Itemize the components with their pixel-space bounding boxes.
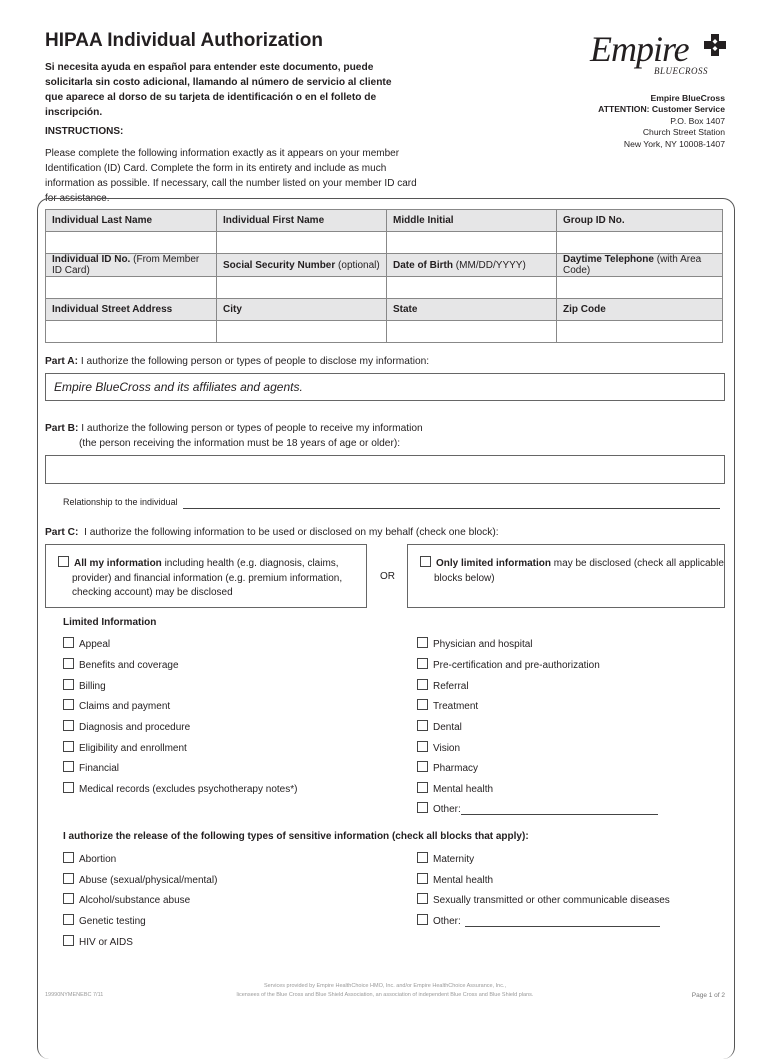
limited-item-treatment[interactable]: Treatment bbox=[417, 699, 478, 712]
limited-information-option[interactable]: Only limited information may be disclosed (check all applicable blocks below) bbox=[420, 556, 724, 586]
logo-subtitle: BLUECROSS bbox=[654, 66, 708, 76]
checkbox-icon[interactable] bbox=[63, 741, 74, 752]
state-field[interactable] bbox=[387, 321, 557, 343]
part-a-label: Part A: I authorize the following person or types of people to disclose my information: bbox=[45, 356, 430, 367]
all-information-box bbox=[45, 544, 367, 608]
checkbox-icon[interactable] bbox=[63, 914, 74, 925]
form-code: 19990NYMENEBC 7/11 bbox=[45, 992, 104, 998]
part-b-label: Part B: I authorize the following person or types of people to receive my information bbox=[45, 423, 423, 434]
limited-item-claims[interactable]: Claims and payment bbox=[63, 699, 170, 712]
checkbox-icon[interactable] bbox=[417, 637, 428, 648]
checkbox-icon[interactable] bbox=[417, 741, 428, 752]
page-title: HIPAA Individual Authorization bbox=[45, 30, 323, 51]
header-state: State bbox=[387, 299, 557, 321]
limited-item-financial[interactable]: Financial bbox=[63, 761, 119, 774]
sensitive-item-abuse[interactable]: Abuse (sexual/physical/mental) bbox=[63, 873, 217, 886]
dob-field[interactable] bbox=[387, 277, 557, 299]
address-line-4: Church Street Station bbox=[642, 127, 725, 138]
checkbox-icon[interactable] bbox=[63, 935, 74, 946]
limited-item-benefits[interactable]: Benefits and coverage bbox=[63, 658, 179, 671]
header-zip: Zip Code bbox=[557, 299, 723, 321]
group-id-field[interactable] bbox=[557, 232, 723, 254]
header-dob: Date of Birth (MM/DD/YYYY) bbox=[387, 254, 557, 277]
limited-item-medical-records[interactable]: Medical records (excludes psychotherapy notes*) bbox=[63, 782, 297, 795]
header-telephone: Daytime Telephone (with Area Code) bbox=[557, 254, 723, 277]
checkbox-icon[interactable] bbox=[63, 637, 74, 648]
part-b-note: (the person receiving the information must be 18 years of age or older): bbox=[79, 438, 401, 449]
mailing-address bbox=[598, 93, 725, 150]
first-name-field[interactable] bbox=[217, 232, 387, 254]
table-input-row bbox=[46, 277, 723, 299]
relationship-label: Relationship to the individual bbox=[63, 497, 178, 507]
limited-information-box bbox=[407, 544, 725, 608]
address-line-3: P.O. Box 1407 bbox=[670, 115, 725, 126]
limited-item-diagnosis[interactable]: Diagnosis and procedure bbox=[63, 720, 190, 733]
checkbox-icon[interactable] bbox=[63, 761, 74, 772]
page-number: Page 1 of 2 bbox=[691, 992, 725, 999]
limited-item-appeal[interactable]: Appeal bbox=[63, 637, 110, 650]
last-name-field[interactable] bbox=[46, 232, 217, 254]
checkbox-icon[interactable] bbox=[417, 782, 428, 793]
limited-information-checkbox[interactable] bbox=[420, 556, 431, 567]
checkbox-icon[interactable] bbox=[63, 720, 74, 731]
limited-info-heading: Limited Information bbox=[63, 617, 157, 628]
checkbox-icon[interactable] bbox=[63, 679, 74, 690]
checkbox-icon[interactable] bbox=[417, 720, 428, 731]
header-last-name: Individual Last Name bbox=[46, 210, 217, 232]
all-information-option[interactable]: All my information including health (e.g. diagnosis, claims, provider) and financial information (e.g. premium information, checking account) may be disclosed bbox=[58, 556, 342, 601]
ssn-field[interactable] bbox=[217, 277, 387, 299]
checkbox-icon[interactable] bbox=[417, 873, 428, 884]
checkbox-icon[interactable] bbox=[417, 679, 428, 690]
part-a-value: Empire BlueCross and its affiliates and agents. bbox=[54, 380, 303, 394]
sensitive-info-heading: I authorize the release of the following types of sensitive information (check all blocks that apply): bbox=[63, 831, 529, 842]
member-info-table bbox=[45, 209, 723, 343]
header-street-address: Individual Street Address bbox=[46, 299, 217, 321]
all-information-checkbox[interactable] bbox=[58, 556, 69, 567]
zip-field[interactable] bbox=[557, 321, 723, 343]
address-line-5: New York, NY 10008-1407 bbox=[623, 138, 725, 149]
limited-item-physician[interactable]: Physician and hospital bbox=[417, 637, 533, 650]
limited-item-billing[interactable]: Billing bbox=[63, 679, 106, 692]
checkbox-icon[interactable] bbox=[417, 893, 428, 904]
sensitive-item-abortion[interactable]: Abortion bbox=[63, 852, 116, 865]
part-a-field[interactable] bbox=[45, 373, 725, 401]
limited-item-vision[interactable]: Vision bbox=[417, 741, 460, 754]
checkbox-icon[interactable] bbox=[63, 782, 74, 793]
footer-disclaimer: Services provided by Empire HealthChoice HMO, Inc. and/or Empire HealthChoice Assurance, Inc., licensees of the Blue Cross and Blue Shield Association, an association of independent Blue Cross and Blue Shield plans. bbox=[236, 983, 534, 998]
city-field[interactable] bbox=[217, 321, 387, 343]
sensitive-item-maternity[interactable]: Maternity bbox=[417, 852, 474, 865]
header-group-id: Group ID No. bbox=[557, 210, 723, 232]
table-input-row bbox=[46, 232, 723, 254]
middle-initial-field[interactable] bbox=[387, 232, 557, 254]
sensitive-item-mental-health[interactable]: Mental health bbox=[417, 873, 493, 886]
spanish-notice: Si necesita ayuda en español para entender este documento, puede solicitarla sin costo adicional, llamando al número de servicio al cliente que aparece al dorso de su tarjeta de identificación o en el folleto de inscripción. bbox=[45, 62, 392, 118]
table-input-row bbox=[46, 321, 723, 343]
limited-item-precertification[interactable]: Pre-certification and pre-authorization bbox=[417, 658, 600, 671]
limited-other-field[interactable] bbox=[461, 814, 658, 815]
instructions-text: Please complete the following information exactly as it appears on your member Identification (ID) Card. Complete the form in its entirety and include as much information as possible. If necessary, call the number listed on your member ID card for assistance. bbox=[45, 148, 417, 204]
checkbox-icon[interactable] bbox=[63, 658, 74, 669]
checkbox-icon[interactable] bbox=[417, 802, 428, 813]
limited-item-pharmacy[interactable]: Pharmacy bbox=[417, 761, 478, 774]
sensitive-item-hiv[interactable]: HIV or AIDS bbox=[63, 935, 133, 948]
sensitive-item-std[interactable]: Sexually transmitted or other communicable diseases bbox=[417, 893, 670, 906]
sensitive-item-other[interactable]: Other: bbox=[417, 914, 461, 927]
sensitive-item-alcohol[interactable]: Alcohol/substance abuse bbox=[63, 893, 190, 906]
checkbox-icon[interactable] bbox=[417, 699, 428, 710]
table-header-row bbox=[46, 299, 723, 321]
checkbox-icon[interactable] bbox=[417, 658, 428, 669]
sensitive-other-field[interactable] bbox=[465, 926, 660, 927]
checkbox-icon[interactable] bbox=[417, 852, 428, 863]
checkbox-icon[interactable] bbox=[417, 914, 428, 925]
limited-item-dental[interactable]: Dental bbox=[417, 720, 462, 733]
blue-cross-icon bbox=[704, 34, 726, 56]
address-line-1: Empire BlueCross bbox=[650, 93, 725, 103]
limited-item-eligibility[interactable]: Eligibility and enrollment bbox=[63, 741, 187, 754]
part-b-field[interactable] bbox=[45, 455, 725, 484]
empire-logo bbox=[586, 28, 726, 76]
checkbox-icon[interactable] bbox=[63, 893, 74, 904]
limited-item-referral[interactable]: Referral bbox=[417, 679, 469, 692]
checkbox-icon[interactable] bbox=[63, 699, 74, 710]
limited-item-mental-health[interactable]: Mental health bbox=[417, 782, 493, 795]
address-line-2: ATTENTION: Customer Service bbox=[598, 104, 725, 115]
street-address-field[interactable] bbox=[46, 321, 217, 343]
header-first-name: Individual First Name bbox=[217, 210, 387, 232]
or-separator: OR bbox=[380, 571, 395, 582]
header-middle-initial: Middle Initial bbox=[387, 210, 557, 232]
header-ssn: Social Security Number (optional) bbox=[217, 254, 387, 277]
relationship-field[interactable] bbox=[183, 508, 720, 509]
table-header-row bbox=[46, 210, 723, 232]
header-city: City bbox=[217, 299, 387, 321]
id-no-field[interactable] bbox=[46, 277, 217, 299]
table-header-row bbox=[46, 254, 723, 277]
checkbox-icon[interactable] bbox=[417, 761, 428, 772]
checkbox-icon[interactable] bbox=[63, 852, 74, 863]
part-c-label: Part C: I authorize the following information to be used or disclosed on my behalf (check one block): bbox=[45, 527, 499, 538]
header-id-no: Individual ID No. (From Member ID Card) bbox=[46, 254, 217, 277]
instructions-heading: INSTRUCTIONS: bbox=[45, 126, 124, 137]
checkbox-icon[interactable] bbox=[63, 873, 74, 884]
logo-wordmark: Empire bbox=[590, 29, 689, 69]
telephone-field[interactable] bbox=[557, 277, 723, 299]
sensitive-item-genetic[interactable]: Genetic testing bbox=[63, 914, 146, 927]
limited-item-other[interactable]: Other: bbox=[417, 802, 461, 815]
